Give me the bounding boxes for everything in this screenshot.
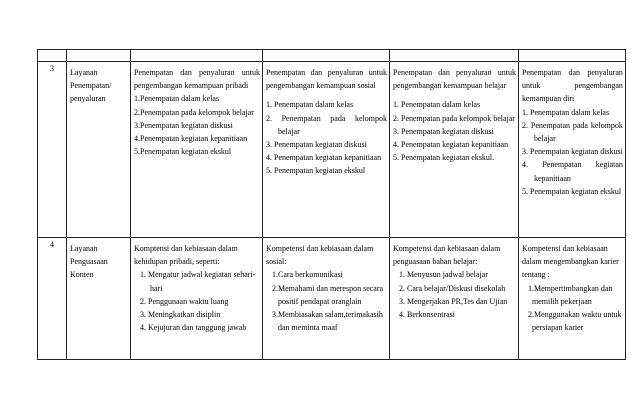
cell-line: 3.Membiasakan salam,terimakasih — [272, 310, 383, 320]
header-cell — [263, 50, 390, 62]
row-number — [38, 238, 67, 360]
cell-line: 1. Penempatan dalam kelas — [393, 100, 481, 110]
personal-competence-cell — [131, 62, 263, 238]
service-name-line: Layanan — [70, 68, 98, 77]
cell-line: kehidupan pribadi, seperti: — [134, 257, 220, 267]
cell-line: 5. Penempatan kegiatan ekskul. — [393, 153, 495, 163]
cell-line: 1.Mempertimbangkan dan — [528, 283, 613, 293]
cell-line: positif pendapat oranglain — [278, 296, 362, 306]
cell-line: kemampuan diri — [522, 94, 575, 104]
row-number-text: 4 — [50, 240, 54, 249]
cell-line: 5.Penempatan kegiatan ekskul — [134, 147, 232, 157]
header-cell — [67, 50, 131, 62]
cell-line: 4. Penempatan kegiatan kepanitiaan — [266, 153, 382, 163]
service-name-cell — [67, 238, 131, 360]
cell-line: 4.Penempatan kegiatan kepanitiaan — [134, 134, 248, 144]
social-competence-cell — [263, 238, 390, 360]
cell-line: pengembangan kemampuan pribadi — [134, 81, 249, 91]
cell-line: Penempatan dan penyaluran untuk — [266, 68, 387, 77]
cell-line: memilih pekerjaan — [532, 296, 592, 306]
learning-competence-cell — [390, 62, 519, 238]
cell-line: kepanitiaan — [534, 173, 571, 183]
table-header-row — [38, 50, 626, 62]
cell-line: Kompetensi dan kebiasaan — [522, 244, 608, 253]
service-name-line: Penempatan/ — [70, 81, 112, 91]
cell-line: 1.Penempatan dalam kelas — [134, 94, 220, 104]
cell-line: 1.Cara berkomunikasi — [272, 270, 343, 280]
career-competence-cell — [519, 62, 626, 238]
cell-line: 5. Penempatan kegiatan ekskul — [266, 166, 366, 176]
cell-line: 2. Penggunaan waktu luang — [140, 296, 229, 306]
cell-line: 1. Penempatan dalam kelas — [522, 107, 610, 117]
row-number — [38, 62, 67, 238]
cell-line: persiapan karier — [532, 323, 584, 333]
cell-line: Penempatan dan penyaluran untuk — [393, 68, 516, 77]
cell-line: 4. Penempatan kegiatan — [522, 160, 623, 170]
cell-line: 2. Penempatan pada kelompok — [266, 113, 387, 123]
service-name-line: Layanan — [70, 244, 98, 253]
cell-line: 2.Penempatan pada kelompok belajar — [134, 107, 254, 117]
header-cell — [519, 50, 626, 62]
header-cell — [131, 50, 263, 62]
cell-line: 2. Cara belajar/Diskusi disekolah — [399, 283, 506, 293]
cell-line: sosial: — [266, 257, 287, 267]
cell-line: dalam mengembangkan karier — [522, 257, 619, 267]
cell-line: 3. Penempatan kegiatan diskusi — [266, 140, 367, 150]
service-name-line: Penguasaan — [70, 257, 108, 267]
cell-line: 4. Kejujuran dan tanggung jawab — [140, 323, 247, 333]
cell-line: 4. Berkonsentrasi — [399, 310, 455, 320]
row-number-text: 3 — [50, 64, 54, 73]
cell-line: 3. Meningkatkan disiplin — [140, 310, 221, 320]
cell-line: 2. Penempatan pada kelompok — [522, 120, 623, 130]
cell-line: Komptensi dan kebiasaan dalam — [134, 244, 238, 253]
personal-competence-cell — [131, 238, 263, 360]
cell-line: Kompetensi dan kebiasaan dalam — [266, 244, 374, 253]
cell-line: 1. Penempatan dalam kelas — [266, 100, 354, 110]
bk-services-table — [37, 49, 626, 360]
cell-line: 4. Penempatan kegiatan kepanitiaan — [393, 140, 509, 150]
cell-line: 5. Penempatan kegiatan ekskul — [522, 186, 622, 196]
cell-line: 3. Penempatan kegiatan diskusi — [522, 147, 623, 157]
cell-line: belajar — [534, 134, 556, 144]
service-name-line: Konten — [70, 270, 94, 280]
learning-competence-cell — [390, 238, 519, 360]
cell-line: Kompetensi dan kebiasaan dalam — [393, 244, 501, 253]
header-cell — [38, 50, 67, 62]
cell-line: pengembangan kemampuan belajar — [393, 81, 507, 91]
career-competence-cell — [519, 238, 626, 360]
service-name-line: penyaluran — [70, 94, 106, 104]
cell-line: 3. Penempatan kegiatan diskusi — [393, 126, 494, 136]
cell-line: belajar — [278, 126, 300, 136]
service-name-cell — [67, 62, 131, 238]
table-row — [38, 238, 626, 360]
social-competence-cell — [263, 62, 390, 238]
cell-line: 3.Penempatan kegiatan diskusi — [134, 120, 233, 130]
table-row — [38, 62, 626, 238]
cell-line: tentang : — [522, 270, 550, 280]
cell-line: hari — [150, 283, 163, 293]
cell-line: dan meminta maaf — [278, 323, 338, 333]
cell-line: 2.Menggunakan waktu untuk — [528, 310, 622, 320]
cell-line: penguasaan bahan belajar: — [393, 257, 478, 267]
header-cell — [390, 50, 519, 62]
cell-line: 1. Mengatur jadwal kegiatan sehari- — [140, 270, 256, 280]
cell-line: Penempatan dan penyaluran untuk — [134, 68, 260, 77]
cell-line: pengembangan kemampuan sosial — [266, 81, 376, 91]
cell-line: Penempatan dan penyaluran — [522, 68, 623, 77]
cell-line: untuk pengembangan — [522, 81, 623, 91]
cell-line: 2.Memahami dan merespon secara — [272, 283, 384, 293]
cell-line: 2. Penempatan pada kelompok belajar — [393, 113, 515, 123]
cell-line: 3. Mengerjakan PR,Tes dan Ujian — [399, 296, 508, 306]
cell-line: 1. Menyusun jadwal belajar — [399, 270, 488, 280]
